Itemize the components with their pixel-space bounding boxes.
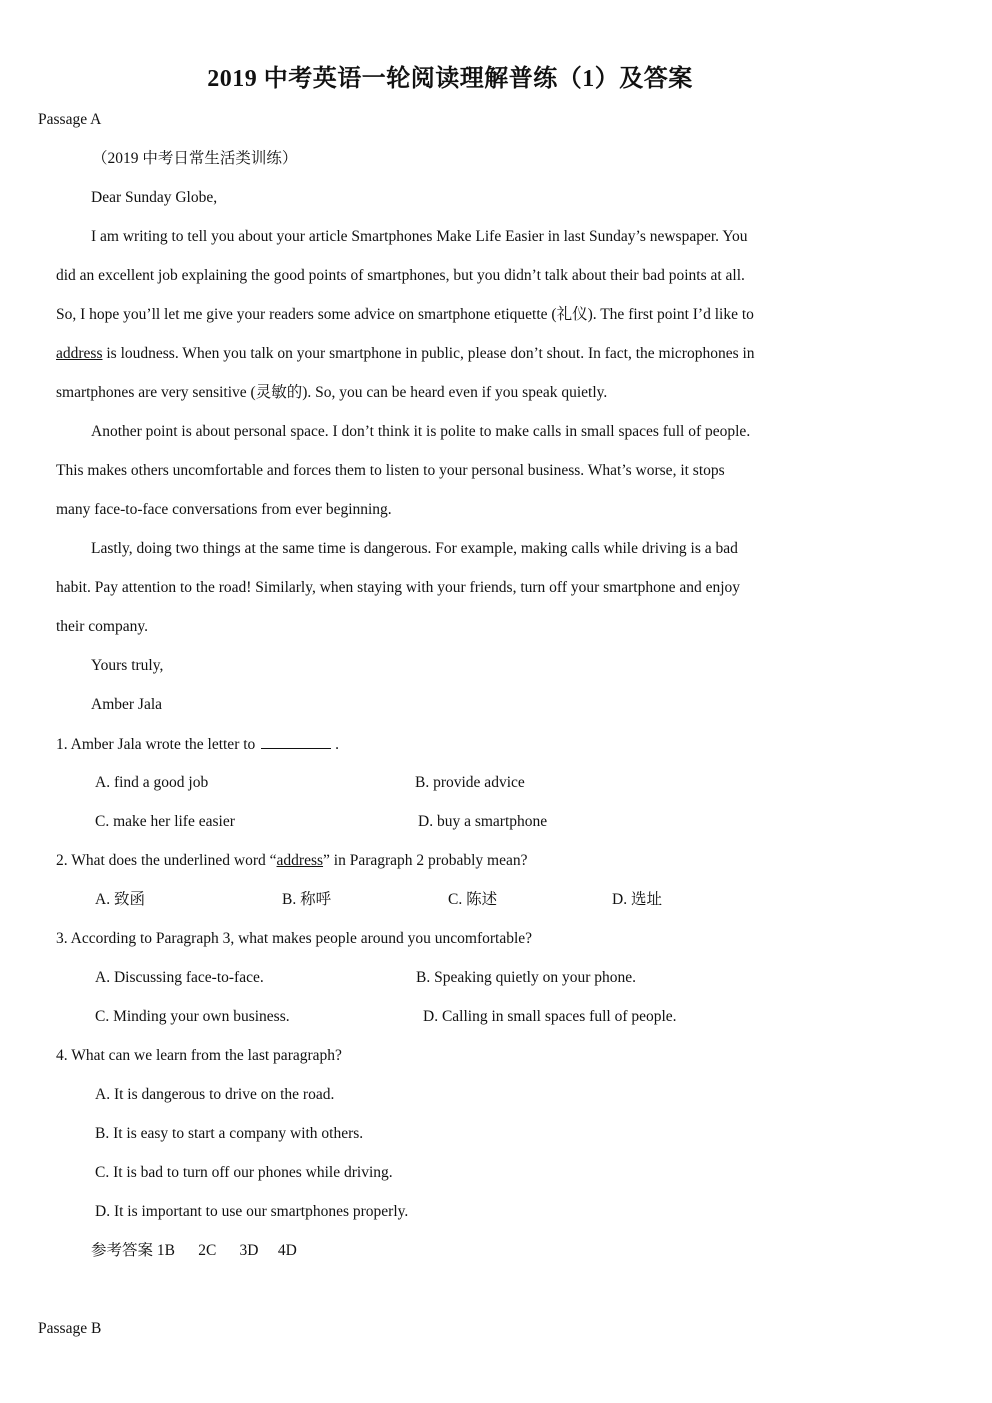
letter-closing: Yours truly,	[91, 657, 164, 674]
question-3-option-d: D. Calling in small spaces full of people.	[423, 1008, 677, 1025]
question-2-stem	[56, 851, 527, 871]
passage-a-subtitle: （2019 中考日常生活类训练）	[92, 150, 298, 167]
passage-b-label: Passage B	[38, 1320, 102, 1337]
question-3-stem: 3. According to Paragraph 3, what makes people around you uncomfortable?	[56, 930, 533, 947]
question-1-option-b: B. provide advice	[415, 774, 525, 791]
question-2-text-pre: 2. What does the underlined word “	[56, 852, 277, 869]
question-2-option-a: A. 致函	[95, 891, 145, 908]
paragraph-1-line-2: did an excellent job explaining the good points of smartphones, but you didn’t talk about their bad points at all.	[56, 267, 745, 284]
answer-key: 参考答案 1B 2C 3D 4D	[91, 1242, 297, 1259]
question-2-option-c: C. 陈述	[448, 891, 498, 908]
question-2-option-b: B. 称呼	[282, 891, 332, 908]
paragraph-1-line-5: smartphones are very sensitive (灵敏的). So, you can be heard even if you speak quietly.	[56, 384, 608, 401]
paragraph-2-line-2: This makes others uncomfortable and forces them to listen to your personal business. What’s worse, it stops	[56, 462, 725, 479]
question-4-option-d: D. It is important to use our smartphones properly.	[95, 1203, 409, 1220]
page-title: 2019 中考英语一轮阅读理解普练（1）及答案	[207, 66, 693, 92]
paragraph-2-line-3: many face-to-face conversations from ever beginning.	[56, 501, 392, 518]
question-1-stem	[56, 734, 339, 755]
paragraph-1-line-1: I am writing to tell you about your article Smartphones Make Life Easier in last Sunday’s newspaper. You	[91, 228, 748, 245]
question-3-option-b: B. Speaking quietly on your phone.	[416, 969, 636, 986]
question-2-text-post: ” in Paragraph 2 probably mean?	[323, 852, 528, 869]
question-4-option-a: A. It is dangerous to drive on the road.	[95, 1086, 335, 1103]
question-4-stem: 4. What can we learn from the last paragraph?	[56, 1047, 342, 1064]
question-1-option-a: A. find a good job	[95, 774, 209, 791]
question-2-option-d: D. 选址	[612, 891, 662, 908]
answer-blank	[261, 734, 331, 749]
paragraph-1-line-4-rest: is loudness. When you talk on your smartphone in public, please don’t shout. In fact, the microphones in	[102, 345, 755, 362]
letter-greeting: Dear Sunday Globe,	[91, 189, 218, 206]
paragraph-3-line-2: habit. Pay attention to the road! Similarly, when staying with your friends, turn off your smartphone and enjoy	[56, 579, 741, 596]
underlined-word-address: address	[56, 345, 103, 362]
question-1-text: 1. Amber Jala wrote the letter to	[56, 736, 256, 753]
question-2-underlined-word: address	[276, 852, 324, 869]
question-4-option-b: B. It is easy to start a company with others.	[95, 1125, 364, 1142]
question-1-option-d: D. buy a smartphone	[418, 813, 548, 830]
question-3-option-c: C. Minding your own business.	[95, 1008, 290, 1025]
question-3-option-a: A. Discussing face-to-face.	[95, 969, 264, 986]
passage-a-label: Passage A	[38, 111, 102, 128]
paragraph-2-line-1: Another point is about personal space. I don’t think it is polite to make calls in small spaces full of people.	[91, 423, 751, 440]
question-1-option-c: C. make her life easier	[95, 813, 235, 830]
question-1-period: .	[335, 736, 340, 753]
paragraph-1-line-3: So, I hope you’ll let me give your readers some advice on smartphone etiquette (礼仪). The first point I’d like to	[56, 306, 754, 323]
letter-signature: Amber Jala	[91, 696, 163, 713]
paragraph-3-line-1: Lastly, doing two things at the same time is dangerous. For example, making calls while driving is a bad	[91, 540, 738, 557]
paragraph-3-line-3: their company.	[56, 618, 148, 635]
paragraph-1-line-4	[56, 344, 755, 364]
question-4-option-c: C. It is bad to turn off our phones while driving.	[95, 1164, 393, 1181]
